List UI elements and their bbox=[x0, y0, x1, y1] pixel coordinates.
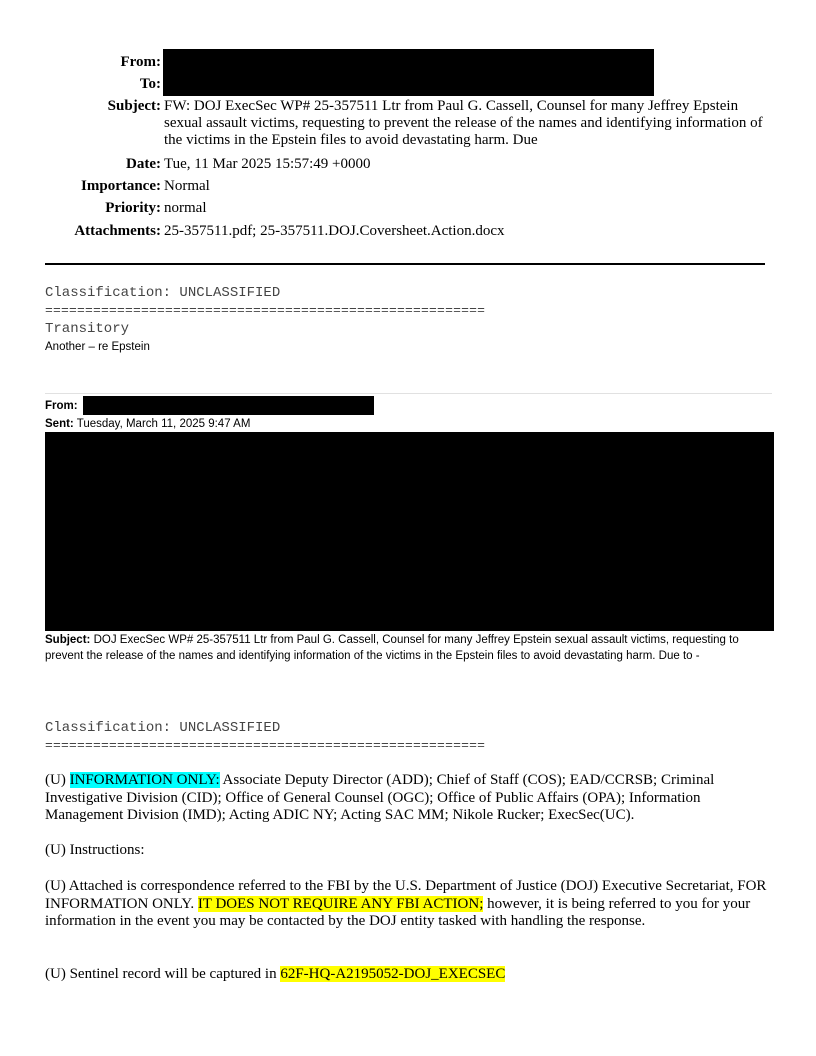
date-label: Date: bbox=[126, 156, 161, 172]
priority-label: Priority: bbox=[105, 200, 161, 216]
info-only-highlight: INFORMATION ONLY: bbox=[69, 772, 220, 788]
info-only-paragraph: (U) INFORMATION ONLY: Associate Deputy Director (ADD); Chief of Staff (COS); EAD/CCRSB; Criminal Investigative Division (CID); Office of General Counsel (OGC); Office of Public Affairs (OPA); Information Management Division (IMD); Acting ADIC NY; Acting SAC MM; Nikole Rucker; ExecSec(UC). bbox=[45, 772, 715, 823]
subject-label: Subject: bbox=[107, 98, 161, 114]
date-value: Tue, 11 Mar 2025 15:57:49 +0000 bbox=[164, 156, 371, 172]
redaction-forward-from bbox=[83, 396, 374, 415]
importance-label: Importance: bbox=[81, 178, 161, 194]
note-text: Another – re Epstein bbox=[45, 341, 150, 353]
no-action-highlight: IT DOES NOT REQUIRE ANY FBI ACTION; bbox=[197, 895, 484, 912]
from-label: From: bbox=[120, 54, 161, 70]
importance-value: Normal bbox=[164, 178, 210, 194]
correspondence-paragraph: (U) Attached is correspondence referred to the FBI by the U.S. Department of Justice (DOJ) Executive Secretariat, FOR INFORMATION ONLY. IT DOES NOT REQUIRE ANY FBI ACTION; however, it is being referred to you for your information in the event you may be contacted by the DOJ entity tasked with handling the response. bbox=[45, 878, 767, 929]
forward-divider bbox=[45, 393, 772, 394]
transitory-label: Transitory bbox=[45, 321, 130, 337]
forward-sent-line: Sent: Tuesday, March 11, 2025 9:47 AM bbox=[45, 418, 251, 430]
to-label: To: bbox=[139, 76, 161, 92]
separator-top: ======================================================= bbox=[45, 303, 486, 318]
priority-value: normal bbox=[164, 200, 207, 216]
redaction-from-to bbox=[163, 49, 654, 96]
subject-value: FW: DOJ ExecSec WP# 25-357511 Ltr from Paul G. Cassell, Counsel for many Jeffrey Epstein sexual assault victims, requesting to prevent the release of the names and identifying information of the victims in the Epstein files to avoid devastating harm. Due bbox=[164, 98, 763, 148]
header-divider bbox=[45, 263, 765, 265]
forward-subject: Subject: DOJ ExecSec WP# 25-357511 Ltr from Paul G. Cassell, Counsel for many Jeffrey Epstein sexual assault victims, requesting to prevent the release of the names and identifying information of the victims in the Epstein files to avoid devastating harm. Due to - bbox=[45, 634, 739, 662]
classification-top: Classification: UNCLASSIFIED bbox=[45, 285, 281, 301]
attachments-value[interactable]: 25-357511.pdf; 25-357511.DOJ.Coversheet.Action.docx bbox=[164, 223, 505, 239]
separator-bottom: ======================================================= bbox=[45, 738, 486, 753]
classification-bottom: Classification: UNCLASSIFIED bbox=[45, 720, 281, 736]
sentinel-record-highlight: 62F-HQ-A2195052-DOJ_EXECSEC bbox=[280, 966, 506, 982]
sentinel-paragraph: (U) Sentinel record will be captured in 62F-HQ-A2195052-DOJ_EXECSEC bbox=[45, 966, 506, 982]
attachments-label: Attachments: bbox=[74, 223, 161, 239]
redaction-forward-block bbox=[45, 432, 774, 631]
forward-from-label: From: bbox=[45, 400, 78, 412]
instructions-heading: (U) Instructions: bbox=[45, 842, 145, 858]
